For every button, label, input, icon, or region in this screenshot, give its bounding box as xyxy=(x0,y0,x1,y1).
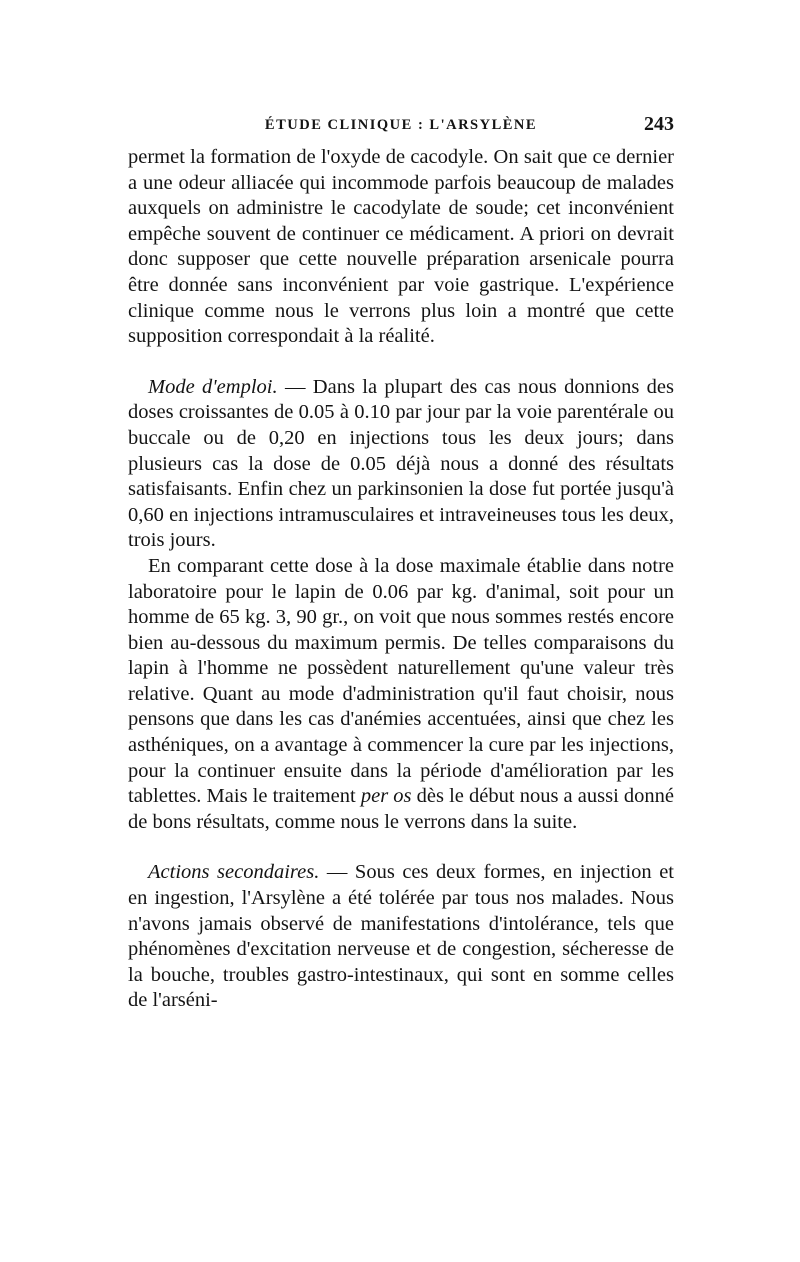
page-number: 243 xyxy=(644,113,674,135)
paragraph-text: dès le début nous a aussi donné de bons résultats, comme nous le verrons dans la suite. xyxy=(128,785,675,833)
paragraph-mode-emploi xyxy=(128,375,674,554)
paragraph-text: En comparant cette dose à la dose maximale établie dans notre laboratoire pour le lapin de 0.06 par kg. d'animal, soit pour un homme de 65 kg. 3, 90 gr., on voit que nous sommes restés encore bien au-dessous du maximum permis. De telles comparaisons du lapin à l'homme ne possèdent naturellement qu'une valeur très relative. Quant au mode d'administration qu'il faut choisir, nous pensons que dans les cas d'anémies accentuées, ainsi que chez les asthéniques, on a avantage à commencer la cure par les injections, pour la continuer ensuite dans la période d'amélioration par les tablettes. Mais le traitement xyxy=(128,554,674,808)
paragraph-text: — Dans la plupart des cas nous donnions des doses croissantes de 0.05 à 0.10 par jour par la voie parentérale ou buccale ou de 0,20 en injections tous les deux jours; dans plusieurs cas la dose de 0.05 déjà nous a donné des résultats satisfaisants. Enfin chez un parkinsonien la dose fut portée jusqu'à 0,60 en injections intramusculaires et intraveineuses tous les deux, trois jours. xyxy=(128,375,674,552)
body-text xyxy=(128,145,674,1014)
section-lead-actions-secondaires: Actions secondaires. xyxy=(148,861,320,884)
section-lead-mode-emploi: Mode d'emploi. xyxy=(148,375,278,398)
paragraph-actions-secondaires xyxy=(128,860,674,1014)
italic-term-per-os: per os xyxy=(360,785,412,808)
running-title: ÉTUDE CLINIQUE : L'ARSYLÈNE xyxy=(264,117,538,133)
paragraph-text: — Sous ces deux formes, en injection et en ingestion, l'Arsylène a été tolérée par tous nos malades. Nous n'avons jamais observé de manifestations d'intolérance, tels que phénomènes d'excitation nerveuse et de congestion, sécheresse de la bouche, troubles gastro-intestinaux, qui sont en somme celles de l'arséni- xyxy=(128,861,675,1012)
paragraph-text: permet la formation de l'oxyde de cacodyle. On sait que ce dernier a une odeur alliacée qui incommode parfois beaucoup de malades auxquels on administre le cacodylate de soude; cet inconvénient empêche souvent de continuer ce médicament. A priori on devrait donc supposer que cette nouvelle préparation arsenicale pourra être donnée sans inconvénient par voie gastrique. L'expérience clinique comme nous le verrons plus loin a montré que cette supposition correspondait à la réalité. xyxy=(128,146,674,348)
paragraph-continuation xyxy=(128,145,674,350)
paragraph-comparison xyxy=(128,554,674,836)
page-header xyxy=(128,113,674,139)
